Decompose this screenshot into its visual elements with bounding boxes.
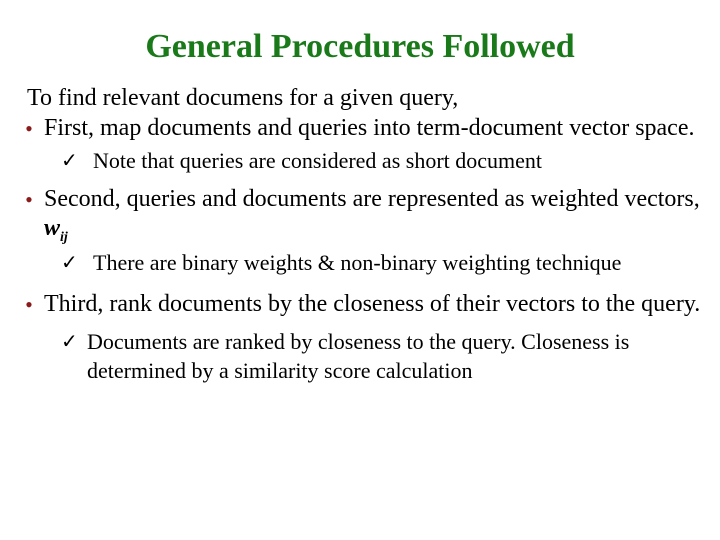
slide-content <box>27 82 717 385</box>
bullet-3 <box>27 290 717 319</box>
checkmark-icon: ✓ <box>61 329 78 353</box>
checkmark-icon: ✓ <box>61 148 78 172</box>
subpoint-2-text: There are binary weights & non-binary weighting technique <box>93 250 622 275</box>
subpoint-3 <box>61 327 717 385</box>
subpoint-2 <box>61 248 653 277</box>
weight-symbol <box>44 215 68 245</box>
bullet-1 <box>27 114 717 143</box>
bullet-3-text: Third, rank documents by the closeness of their vectors to the query. <box>44 291 701 317</box>
slide-title: General Procedures Followed <box>145 28 575 65</box>
bullet-2-text: Second, queries and documents are represented as weighted vectors, <box>44 186 700 212</box>
weight-symbol-subscript: ij <box>60 229 68 245</box>
bullet-1-text: First, map documents and queries into term-document vector space. <box>44 115 695 141</box>
subpoint-1 <box>61 146 717 175</box>
round-bullet-icon: • <box>25 116 33 141</box>
intro-text: To find relevant documens for a given query, <box>27 85 459 111</box>
subpoint-1-text: Note that queries are considered as short document <box>93 148 543 173</box>
round-bullet-icon: • <box>25 292 33 317</box>
round-bullet-icon: • <box>25 187 33 212</box>
checkmark-icon: ✓ <box>61 250 78 274</box>
subpoint-3-text: Documents are ranked by closeness to the query. Closeness is determined by a similarity score calculation <box>87 329 630 383</box>
weight-symbol-base: w <box>44 215 61 241</box>
bullet-2 <box>27 185 717 243</box>
